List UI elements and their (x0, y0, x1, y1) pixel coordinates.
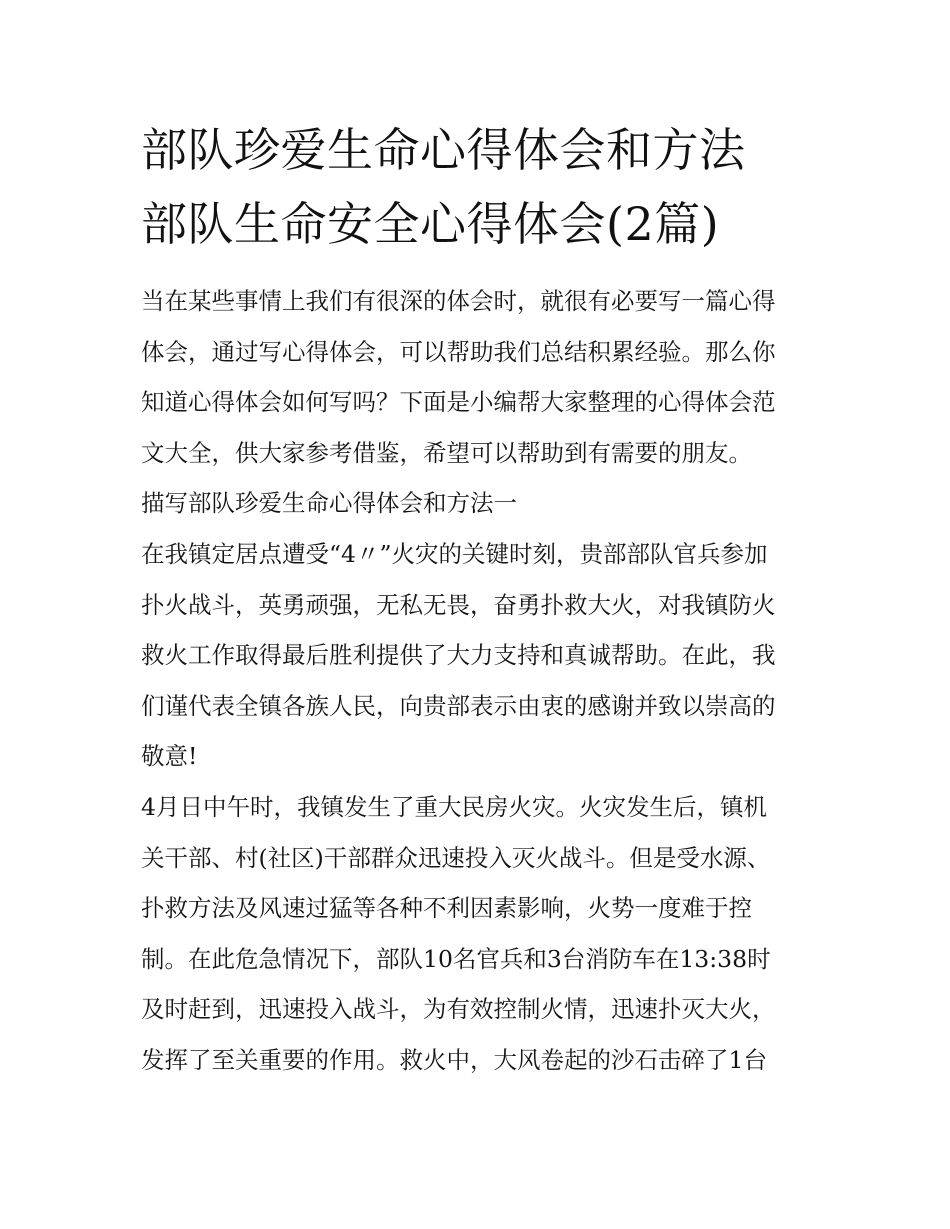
body-line: 知道心得体会如何写吗？下面是小编帮大家整理的心得体会范 (141, 388, 776, 417)
document-body (141, 276, 821, 1086)
body-line: 关干部、村(社区)干部群众迅速投入灭火战斗。但是受水源、 (141, 843, 771, 872)
body-line: 体会，通过写心得体会，可以帮助我们总结积累经验。那么你 (141, 337, 776, 366)
body-line: 发挥了至关重要的作用。救火中，大风卷起的沙石击碎了1台 (141, 1045, 767, 1074)
body-line: 敬意! (141, 742, 198, 771)
title-line: 部队生命安全心得体会(2篇) (141, 197, 720, 251)
body-line: 制。在此危急情况下，部队10名官兵和3台消防车在13:38时 (141, 944, 771, 973)
body-line: 4月日中午时，我镇发生了重大民房火灾。火灾发生后，镇机 (141, 792, 767, 821)
body-line: 在我镇定居点遭受“4〃”火灾的关键时刻，贵部部队官兵参加 (141, 539, 768, 568)
body-line: 们谨代表全镇各族人民，向贵部表示由衷的感谢并致以崇高的 (141, 691, 776, 720)
document-title (141, 113, 821, 261)
section-heading: 描写部队珍爱生命心得体会和方法一 (141, 489, 517, 518)
body-line: 当在某些事情上我们有很深的体会时，就很有必要写一篇心得 (141, 287, 776, 315)
body-line: 文大全，供大家参考借鉴，希望可以帮助到有需要的朋友。 (141, 438, 752, 467)
body-line: 扑救方法及风速过猛等各种不利因素影响，火势一度难于控 (141, 894, 752, 923)
body-line: 救火工作取得最后胜利提供了大力支持和真诚帮助。在此，我 (141, 641, 776, 670)
body-line: 及时赶到，迅速投入战斗，为有效控制火情，迅速扑灭大火， (141, 995, 776, 1024)
title-line: 部队珍爱生命心得体会和方法 (141, 123, 746, 177)
body-line: 扑火战斗，英勇顽强，无私无畏，奋勇扑救大火，对我镇防火 (141, 590, 776, 619)
